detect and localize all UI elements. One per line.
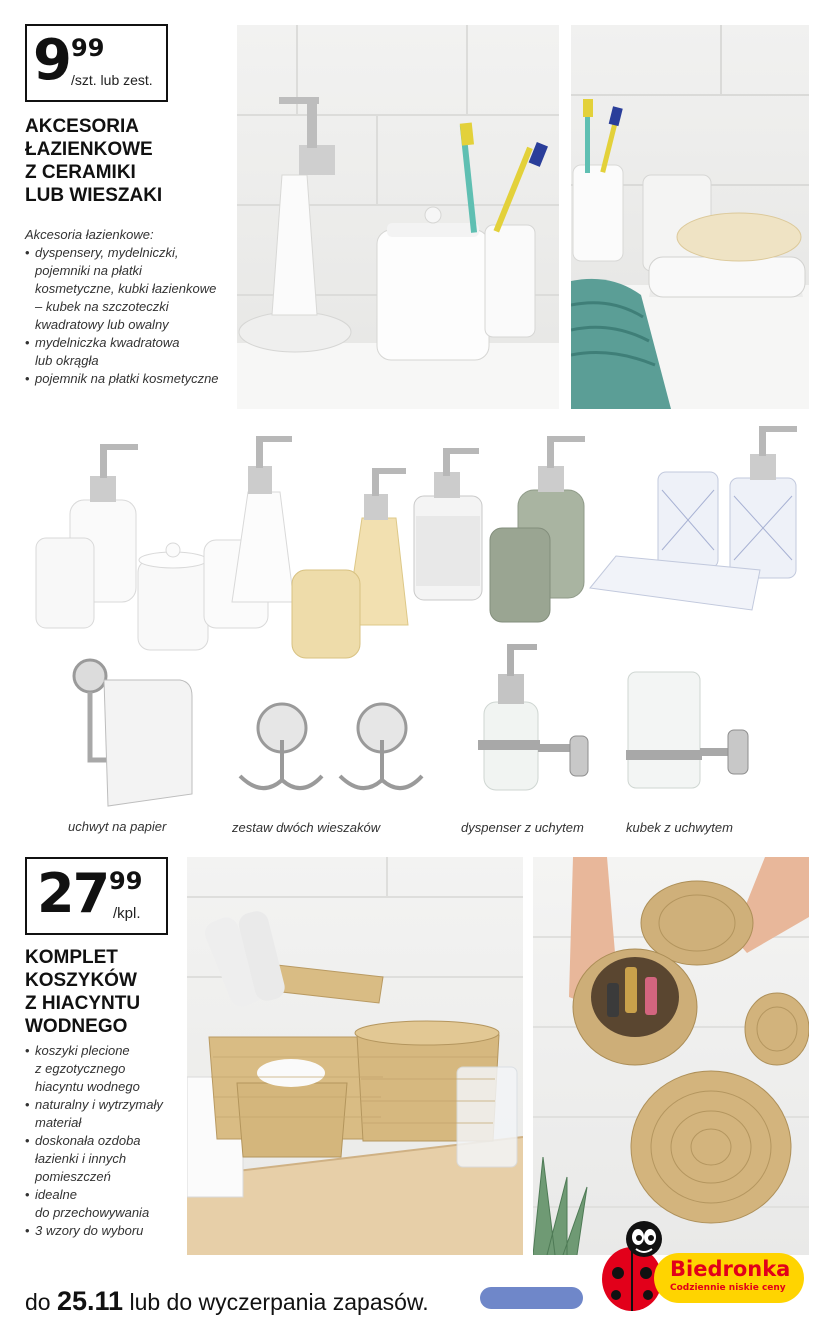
caption-paper-holder: uchwyt na papier [68,819,167,834]
list-item: • koszyki plecione z egzotycznego hiacyntu wodnego [25,1042,185,1096]
price-decimal: 99 [109,867,143,895]
caption-cup: kubek z uchwytem [626,820,733,835]
brand-name: Biedronka [670,1257,791,1281]
baskets-shelf-illustration [187,857,523,1255]
photo-baskets-shelf [187,857,523,1255]
offer-description-accessories [25,226,235,388]
validity-date: 25.11 [56,1286,124,1316]
validity-suffix: lub do wyczerpania zapasów. [129,1289,429,1315]
list-item: • idealne do przechowywania [25,1186,185,1222]
feature-list [25,1042,185,1240]
soap-dish-illustration [571,25,809,409]
caption-hooks: zestaw dwóch wieszaków [232,820,381,835]
validity-prefix: do [25,1289,51,1315]
feature-list [25,244,235,388]
list-item: • pojemnik na płatki kosmetyczne [25,370,235,388]
list-item: • dyspensery, mydelniczki, pojemniki na płatki kosmetyczne, kubki łazienkowe – kubek na szczoteczki kwadratowy lub owalny [25,244,235,334]
offer-title-baskets: KOMPLET KOSZYKÓW Z HIACYNTU WODNEGO [25,947,141,1037]
list-item: • 3 wzory do wyboru [25,1222,185,1240]
decorative-pill [480,1287,583,1309]
photo-soap-dish [571,25,809,409]
offer-title-accessories: AKCESORIA ŁAZIENKOWE Z CERAMIKI LUB WIESZAKI [25,116,163,206]
photo-baskets-hands [533,857,809,1255]
description-subheading: Akcesoria łazienkowe: [25,227,154,242]
offer-description-baskets [25,1042,185,1240]
price-unit: /kpl. [113,905,141,922]
brand-tagline: Codziennie niskie ceny [670,1283,786,1293]
list-item: • doskonała ozdoba łazienki i innych pomieszczeń [25,1132,185,1186]
list-item: • mydelniczka kwadratowa lub okrągła [25,334,235,370]
price-box-accessories [25,24,168,102]
price-integer: 27 [37,862,109,925]
ceramic-set-illustration [237,25,559,409]
price-box-baskets [25,857,168,935]
caption-dispenser: dyspenser z uchytem [461,820,584,835]
ceramic-products-row [30,420,805,665]
validity-text [25,1286,429,1317]
list-item: • naturalny i wytrzymały materiał [25,1096,185,1132]
baskets-hands-illustration [533,857,809,1255]
bathroom-hardware-row [60,640,770,815]
price-decimal: 99 [71,34,105,62]
price-unit: /szt. lub zest. [71,72,153,88]
photo-ceramic-set [237,25,559,409]
brand-logo [600,1217,810,1313]
price-integer: 9 [33,28,70,93]
